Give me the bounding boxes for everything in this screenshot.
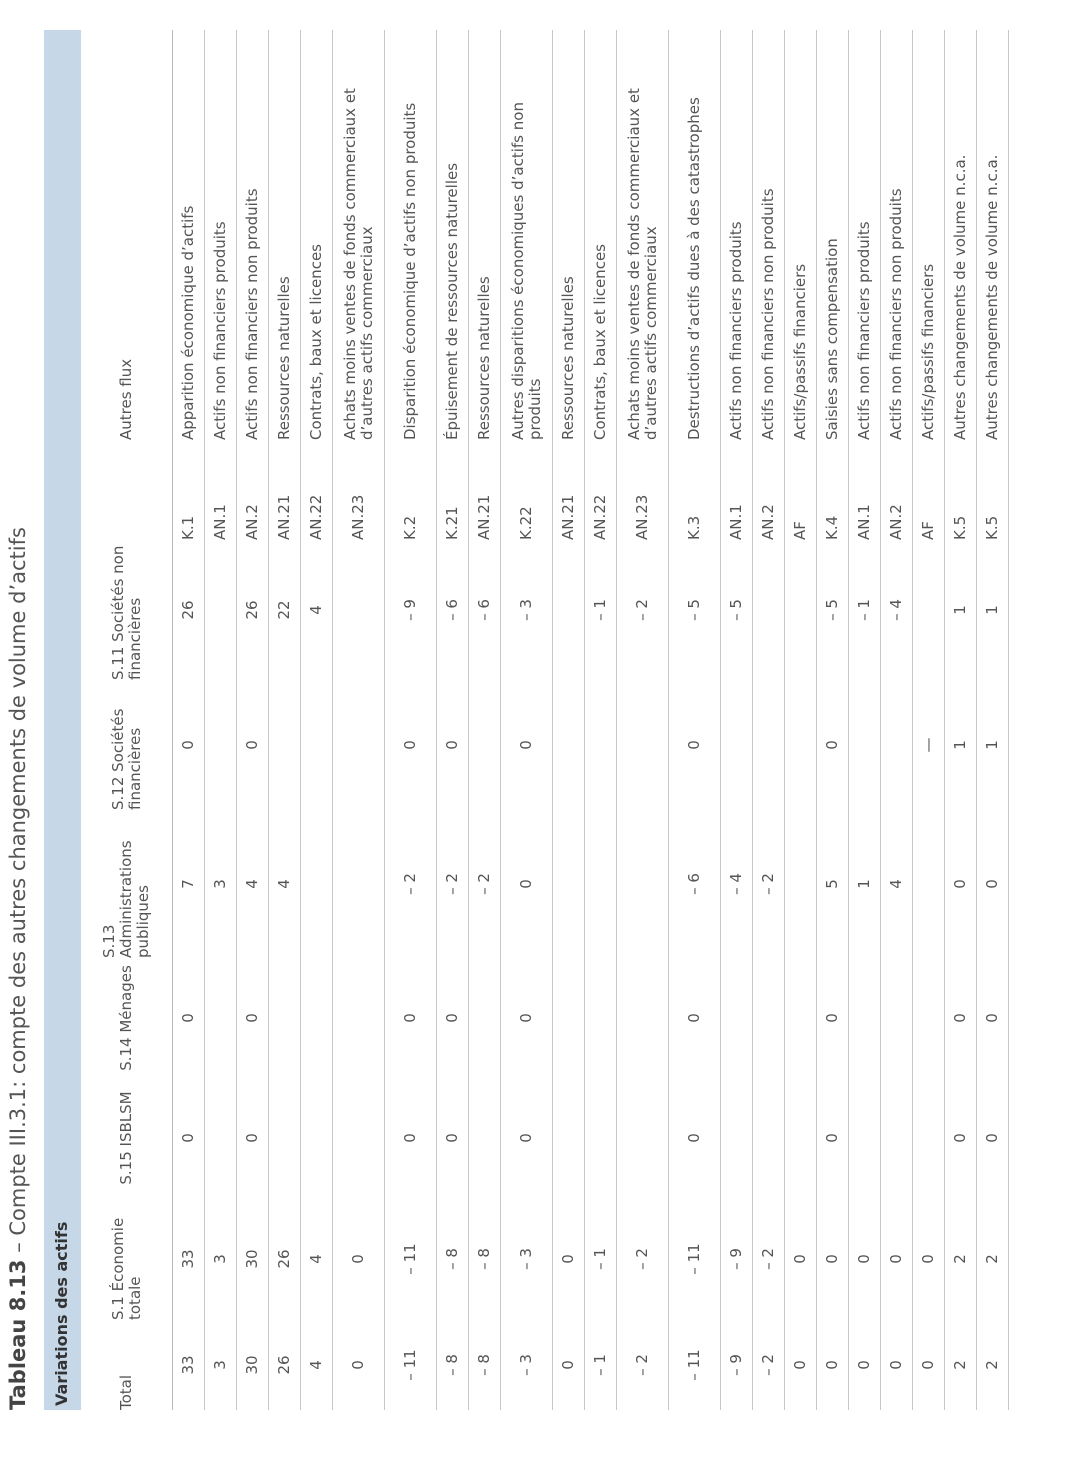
cell-flux: Apparition économique d’actifs	[179, 205, 197, 440]
cell-s14	[881, 958, 912, 1078]
data-table	[44, 30, 1009, 1410]
cell-s11: 22	[275, 600, 293, 620]
cell-total: 33	[179, 1355, 197, 1375]
cell-total: 0	[887, 1360, 905, 1370]
cell-code: AN.22	[307, 494, 325, 540]
table-row	[977, 30, 1009, 1410]
cell-s14: 0	[243, 1013, 261, 1023]
cell-s15	[753, 1078, 784, 1198]
cell-total: 2	[983, 1360, 1001, 1370]
cell-s15	[553, 1078, 584, 1198]
cell-s12	[553, 680, 584, 810]
cell-code: AN.21	[559, 494, 577, 540]
table-row	[785, 30, 817, 1410]
column-header-flux: Autres flux	[117, 358, 135, 440]
cell-total: 2	[951, 1360, 969, 1370]
cell-s11	[913, 540, 944, 680]
cell-s11	[785, 540, 816, 680]
cell-s11: – 3	[517, 599, 535, 621]
cell-s14	[469, 958, 500, 1078]
table-caption: – Compte III.3.1: compte des autres changements de volume d’actifs	[6, 527, 30, 1260]
cell-s14	[553, 958, 584, 1078]
cell-flux: Actifs non financiers non produits	[887, 188, 905, 440]
cell-s1: – 11	[685, 1243, 703, 1275]
cell-s13	[785, 810, 816, 958]
cell-s1: – 1	[591, 1248, 609, 1270]
cell-code: AN.1	[211, 504, 229, 540]
cell-flux: Ressources naturelles	[275, 276, 293, 440]
cell-flux: Autres changements de volume n.c.a.	[983, 154, 1001, 440]
cell-flux: Autres disparitions économiques d’actifs non produits	[508, 102, 544, 440]
table-row	[849, 30, 881, 1410]
cell-s13: 5	[823, 879, 841, 889]
cell-s13: – 2	[475, 873, 493, 895]
cell-s1: 3	[211, 1254, 229, 1264]
cell-s14	[617, 958, 668, 1078]
cell-s12	[585, 680, 616, 810]
cell-s11: – 6	[443, 599, 461, 621]
cell-code: AN.2	[887, 504, 905, 540]
cell-total: 30	[243, 1355, 261, 1375]
table-row	[269, 30, 301, 1410]
cell-s1: 0	[887, 1254, 905, 1264]
table-row	[501, 30, 553, 1410]
cell-flux: Actifs non financiers produits	[855, 221, 873, 440]
cell-s15	[469, 1078, 500, 1198]
cell-s15: 0	[401, 1133, 419, 1143]
cell-s11	[553, 540, 584, 680]
column-header-s13: S.13 Administrations publiques	[100, 840, 152, 958]
cell-s1: 0	[919, 1254, 937, 1264]
table-number: Tableau 8.13	[6, 1259, 30, 1410]
cell-s13: – 2	[759, 873, 777, 895]
cell-s14	[785, 958, 816, 1078]
cell-s13: 0	[951, 879, 969, 889]
column-header-s14: S.14 Ménages	[117, 965, 135, 1071]
cell-code: K.22	[517, 506, 535, 540]
column-header-s15: S.15 ISBLSM	[117, 1091, 135, 1185]
cell-s15	[269, 1078, 300, 1198]
column-header-s11: S.11 Sociétés non financières	[108, 545, 144, 680]
cell-s13: – 2	[401, 873, 419, 895]
table-row	[173, 30, 205, 1410]
cell-s13	[913, 810, 944, 958]
cell-s11	[753, 540, 784, 680]
cell-total: – 2	[759, 1354, 777, 1376]
cell-s13	[585, 810, 616, 958]
cell-s14: 0	[517, 1013, 535, 1023]
cell-s14: 0	[983, 1013, 1001, 1023]
cell-flux: Épuisement de ressources naturelles	[443, 162, 461, 440]
cell-code: AN.2	[759, 504, 777, 540]
cell-total: – 3	[517, 1354, 535, 1376]
cell-flux: Contrats, baux et licences	[591, 244, 609, 440]
cell-code: AN.21	[475, 494, 493, 540]
cell-s13: 3	[211, 879, 229, 889]
cell-s12	[785, 680, 816, 810]
cell-s14	[753, 958, 784, 1078]
cell-s11: – 4	[887, 599, 905, 621]
cell-s1: – 2	[759, 1248, 777, 1270]
cell-s15: 0	[951, 1133, 969, 1143]
cell-s11: – 6	[475, 599, 493, 621]
cell-s13: 4	[275, 879, 293, 889]
table-row	[721, 30, 753, 1410]
cell-flux: Destructions d’actifs dues à des catastrophes	[685, 97, 703, 440]
cell-total: 0	[919, 1360, 937, 1370]
cell-s11: 1	[983, 605, 1001, 615]
table-row	[881, 30, 913, 1410]
cell-s11: 1	[951, 605, 969, 615]
cell-s12	[881, 680, 912, 810]
cell-s14	[849, 958, 880, 1078]
cell-s13	[301, 810, 332, 958]
cell-s14: 0	[685, 1013, 703, 1023]
cell-flux: Actifs non financiers non produits	[759, 188, 777, 440]
cell-flux: Contrats, baux et licences	[307, 244, 325, 440]
cell-total: – 11	[401, 1349, 419, 1381]
cell-flux: Ressources naturelles	[559, 276, 577, 440]
cell-s14	[205, 958, 236, 1078]
cell-s15: 0	[443, 1133, 461, 1143]
cell-s15	[617, 1078, 668, 1198]
table-row	[301, 30, 333, 1410]
cell-flux: Saisies sans compensation	[823, 238, 841, 440]
cell-s12	[849, 680, 880, 810]
column-header-code	[81, 440, 172, 540]
column-header-s12: S.12 Sociétés financières	[108, 708, 144, 810]
cell-flux: Achats moins ventes de fonds commerciaux et d’autres actifs commerciaux	[340, 88, 376, 440]
cell-s15	[881, 1078, 912, 1198]
cell-code: AN.23	[349, 494, 367, 540]
cell-s1: 26	[275, 1249, 293, 1269]
cell-total: 3	[211, 1360, 229, 1370]
cell-code: K.4	[823, 515, 841, 540]
cell-flux: Actifs non financiers non produits	[243, 188, 261, 440]
cell-s1: – 8	[475, 1248, 493, 1270]
cell-s12	[205, 680, 236, 810]
cell-s11: – 1	[591, 599, 609, 621]
cell-s12	[617, 680, 668, 810]
cell-s12	[301, 680, 332, 810]
cell-s1: 0	[349, 1254, 367, 1264]
cell-code: K.5	[983, 515, 1001, 540]
cell-s1: 2	[951, 1254, 969, 1264]
cell-s12: 0	[823, 740, 841, 750]
cell-s12: 0	[401, 740, 419, 750]
cell-s15	[301, 1078, 332, 1198]
cell-s1: 0	[559, 1254, 577, 1264]
cell-code: AN.22	[591, 494, 609, 540]
cell-s13: 4	[243, 879, 261, 889]
cell-s13: 4	[887, 879, 905, 889]
cell-code: K.21	[443, 506, 461, 540]
cell-s11	[205, 540, 236, 680]
cell-total: – 11	[685, 1349, 703, 1381]
cell-s15	[205, 1078, 236, 1198]
cell-s12	[753, 680, 784, 810]
cell-s14	[585, 958, 616, 1078]
cell-s12: 0	[179, 740, 197, 750]
cell-s14	[333, 958, 384, 1078]
cell-s1: 4	[307, 1254, 325, 1264]
cell-s15: 0	[179, 1133, 197, 1143]
cell-s13: – 2	[443, 873, 461, 895]
table-row	[585, 30, 617, 1410]
cell-s1: 0	[855, 1254, 873, 1264]
cell-flux: Actifs non financiers produits	[211, 221, 229, 440]
cell-s1: 30	[243, 1249, 261, 1269]
table-row	[237, 30, 269, 1410]
cell-s12	[721, 680, 752, 810]
cell-total: – 8	[443, 1354, 461, 1376]
cell-s12	[469, 680, 500, 810]
cell-s15: 0	[823, 1133, 841, 1143]
cell-s12: 0	[517, 740, 535, 750]
cell-flux: Achats moins ventes de fonds commerciaux et d’autres actifs commerciaux	[624, 88, 660, 440]
cell-s11: – 9	[401, 599, 419, 621]
cell-s12: 0	[685, 740, 703, 750]
cell-code: K.5	[951, 515, 969, 540]
cell-code: K.1	[179, 515, 197, 540]
section-header: Variations des actifs	[52, 1221, 71, 1406]
table-row	[437, 30, 469, 1410]
cell-total: 0	[855, 1360, 873, 1370]
table-row	[945, 30, 977, 1410]
cell-total: 0	[823, 1360, 841, 1370]
cell-s11: – 1	[855, 599, 873, 621]
table-row	[669, 30, 721, 1410]
cell-code: AN.21	[275, 494, 293, 540]
cell-s15: 0	[685, 1133, 703, 1143]
cell-s11: – 5	[727, 599, 745, 621]
cell-code: AN.1	[727, 504, 745, 540]
cell-s13	[553, 810, 584, 958]
cell-s14: 0	[179, 1013, 197, 1023]
cell-s15: 0	[517, 1133, 535, 1143]
cell-flux: Actifs/passifs financiers	[919, 263, 937, 440]
cell-total: – 9	[727, 1354, 745, 1376]
cell-code: AN.1	[855, 504, 873, 540]
cell-total: 0	[349, 1360, 367, 1370]
table-row	[333, 30, 385, 1410]
cell-flux: Disparition économique d’actifs non produits	[401, 102, 419, 440]
section-header-band	[44, 30, 81, 1410]
table-row	[617, 30, 669, 1410]
column-header-total: Total	[117, 1374, 135, 1410]
cell-s11: – 5	[685, 599, 703, 621]
cell-total: 26	[275, 1355, 293, 1375]
cell-s15	[721, 1078, 752, 1198]
cell-s14	[301, 958, 332, 1078]
table-row	[469, 30, 501, 1410]
cell-total: 0	[559, 1360, 577, 1370]
cell-s14: 0	[823, 1013, 841, 1023]
cell-s12: 1	[983, 740, 1001, 750]
cell-s12: 1	[951, 740, 969, 750]
cell-s15: 0	[983, 1133, 1001, 1143]
cell-s15	[785, 1078, 816, 1198]
cell-code: AF	[919, 521, 937, 540]
cell-s13: – 6	[685, 873, 703, 895]
cell-s1: – 3	[517, 1248, 535, 1270]
cell-s11: 26	[179, 600, 197, 620]
cell-total: – 2	[633, 1354, 651, 1376]
table-body	[173, 30, 1009, 1410]
cell-s11: 4	[307, 605, 325, 615]
cell-s1: – 2	[633, 1248, 651, 1270]
cell-s13	[333, 810, 384, 958]
cell-s12	[333, 680, 384, 810]
cell-s1: 33	[179, 1249, 197, 1269]
cell-s14: 0	[951, 1013, 969, 1023]
cell-s1: 0	[823, 1254, 841, 1264]
cell-s13: 0	[517, 879, 535, 889]
cell-total: – 8	[475, 1354, 493, 1376]
cell-code: K.3	[685, 515, 703, 540]
cell-total: 4	[307, 1360, 325, 1370]
cell-s11: 26	[243, 600, 261, 620]
cell-s1: – 8	[443, 1248, 461, 1270]
cell-flux: Actifs non financiers produits	[727, 221, 745, 440]
column-header-s1: S.1 Économie totale	[108, 1217, 144, 1320]
cell-s15	[849, 1078, 880, 1198]
cell-s13	[617, 810, 668, 958]
cell-total: – 1	[591, 1354, 609, 1376]
cell-s14	[913, 958, 944, 1078]
cell-total: 0	[791, 1360, 809, 1370]
cell-s1: – 9	[727, 1248, 745, 1270]
cell-s14: 0	[401, 1013, 419, 1023]
table-row	[205, 30, 237, 1410]
cell-s12: —	[919, 737, 937, 753]
cell-s12: 0	[243, 740, 261, 750]
table-row	[385, 30, 437, 1410]
column-header-row	[81, 30, 173, 1410]
cell-s11: – 2	[633, 599, 651, 621]
cell-code: AN.2	[243, 504, 261, 540]
cell-s12	[269, 680, 300, 810]
cell-s13: 0	[983, 879, 1001, 889]
cell-s14	[721, 958, 752, 1078]
cell-s15: 0	[243, 1133, 261, 1143]
cell-s11: – 5	[823, 599, 841, 621]
cell-code: K.2	[401, 515, 419, 540]
cell-s13: 7	[179, 879, 197, 889]
cell-flux: Actifs/passifs financiers	[791, 263, 809, 440]
cell-s14	[269, 958, 300, 1078]
table-row	[817, 30, 849, 1410]
table-row	[553, 30, 585, 1410]
cell-s1: 0	[791, 1254, 809, 1264]
cell-s12: 0	[443, 740, 461, 750]
table-row	[913, 30, 945, 1410]
cell-flux: Autres changements de volume n.c.a.	[951, 154, 969, 440]
cell-flux: Ressources naturelles	[475, 276, 493, 440]
cell-s15	[333, 1078, 384, 1198]
cell-s1: – 11	[401, 1243, 419, 1275]
cell-code: AF	[791, 521, 809, 540]
table-title	[6, 527, 30, 1410]
cell-s1: 2	[983, 1254, 1001, 1264]
cell-s11	[333, 540, 384, 680]
cell-s13: 1	[855, 879, 873, 889]
cell-s15	[585, 1078, 616, 1198]
cell-s13: – 4	[727, 873, 745, 895]
cell-s15	[913, 1078, 944, 1198]
table-row	[753, 30, 785, 1410]
cell-s14: 0	[443, 1013, 461, 1023]
cell-code: AN.23	[633, 494, 651, 540]
